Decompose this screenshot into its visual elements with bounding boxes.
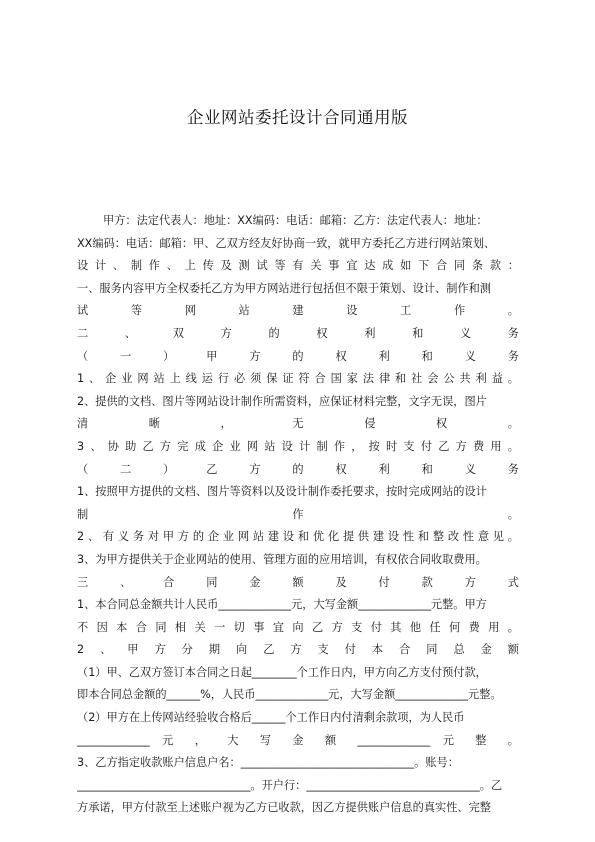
contract-body — [77, 210, 519, 820]
contract-line: （2）甲方在上传网站经验收合格后______个工作日内付清剩余款项，为人民币 — [77, 711, 465, 725]
contract-line: 清晰，无侵权。 — [77, 417, 519, 431]
document-title: 企业网站委托设计合同通用版 — [187, 108, 408, 127]
contract-line: XX编码：电话：邮箱：甲、乙双方经友好协商一致，就甲方委托乙方进行网站策划、 — [77, 236, 496, 250]
contract-line: 1、按照甲方提供的文档、图片等资料以及设计制作委托要求，按时完成网站的设计 — [77, 485, 487, 499]
contract-line: 设计、制作、上传及测试等有关事宜达成如下合同条款： — [77, 259, 519, 273]
contract-line: 方承诺，甲方付款至上述账户视为乙方已收款，因乙方提供账户信息的真实性、完整 — [77, 801, 491, 815]
contract-line: _______________________________。开户行：_______________________________。乙 — [77, 778, 503, 792]
contract-line: 三、合同金额及付款方式 — [77, 575, 519, 589]
contract-line: 3、为甲方提供关于企业网站的使用、管理方面的应用培训，有权依合同收取费用。 — [77, 552, 487, 566]
contract-line: 2、有义务对甲方的企业网站建设和优化提供建设性和整改性意见。 — [77, 530, 519, 544]
contract-line: 二、双方的权利和义务 — [77, 326, 519, 340]
contract-line: （一）甲方的权利和义务 — [77, 349, 519, 363]
contract-line: _____________ 元 ， 大 写 金 额 _____________ 元 整 。 — [77, 733, 519, 747]
contract-line: 2、提供的文档、图片等网站设计制作所需资料，应保证材料完整，文字无误，图片 — [77, 394, 487, 408]
contract-line: 即本合同总金额的______%，人民币_____________元，大写金额_____________元整。 — [77, 688, 502, 702]
contract-line: 3、乙方指定收款账户信息户名：_______________________________。账号： — [77, 756, 459, 770]
contract-line: 1、企业网站上线运行必须保证符合国家法律和社会公共利益。 — [77, 372, 519, 386]
contract-line: （二）乙方的权利和义务 — [77, 462, 519, 476]
contract-line: 1、本合同总金额共计人民币_____________元，大写金额_____________元整。甲方 — [77, 598, 487, 612]
contract-line: 制作。 — [77, 507, 519, 521]
contract-line: （1）甲、乙双方签订本合同之日起________个工作日内，甲方向乙方支付预付款， — [77, 665, 487, 679]
contract-line: 2、甲方分期向乙方支付本合同总金额 — [77, 643, 519, 657]
contract-line: 3、协助乙方完成企业网站设计制作，按时支付乙方费用。 — [77, 439, 519, 453]
contract-line: 不因本合同相关一切事宜向乙方支付其他任何费用。 — [77, 620, 519, 634]
contract-line: 甲方：法定代表人：地址：XX编码：电话：邮箱：乙方：法定代表人：地址： — [103, 214, 488, 227]
contract-line: 一、服务内容甲方全权委托乙方为甲方网站进行包括但不限于策划、设计、制作和测 — [77, 281, 491, 295]
contract-line: 试等网站建设工作。 — [77, 304, 519, 318]
